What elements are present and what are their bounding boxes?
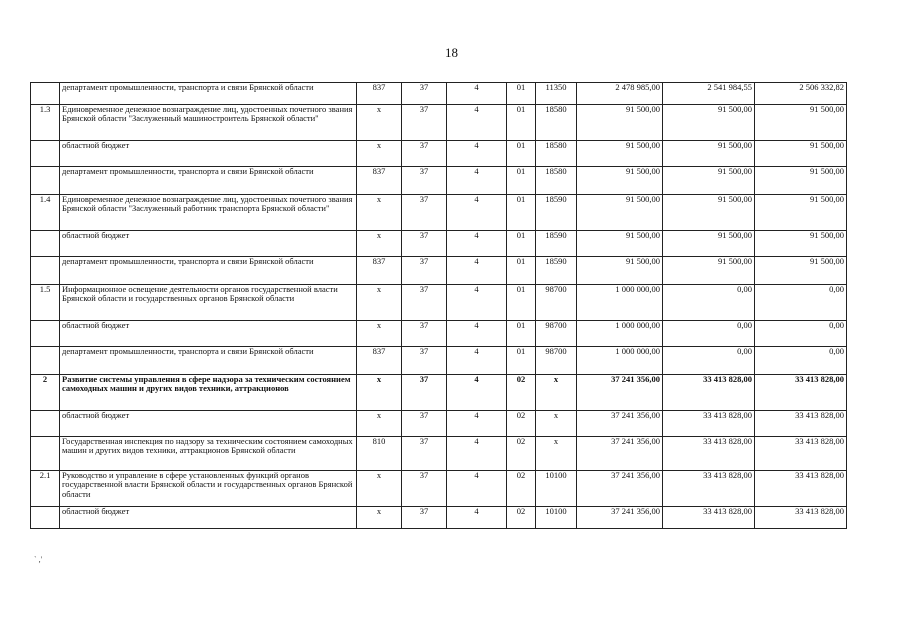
cell-program-code: 37 [402,83,447,105]
row-number [31,83,60,105]
row-name: областной бюджет [60,507,357,529]
cell-amount-year-3: 0,00 [755,321,847,347]
row-number [31,507,60,529]
cell-amount-year-3: 91 500,00 [755,105,847,141]
cell-direction-code: 10100 [536,507,577,529]
table-row [31,231,847,257]
cell-admin-code: х [357,105,402,141]
row-name: областной бюджет [60,231,357,257]
table-row [31,83,847,105]
cell-amount-year-2: 33 413 828,00 [663,507,755,529]
cell-amount-year-1: 37 241 356,00 [577,411,663,437]
row-name: Государственная инспекция по надзору за техническим состоянием самоходных машин и других видов техники, аттракционов Брянской области [60,437,357,471]
row-number: 2 [31,375,60,411]
cell-direction-code: 18580 [536,141,577,167]
cell-direction-code: 11350 [536,83,577,105]
cell-subprogram-code: 4 [447,285,507,321]
cell-subprogram-code: 4 [447,83,507,105]
cell-event-code: 02 [507,411,536,437]
cell-admin-code: х [357,507,402,529]
cell-direction-code: 98700 [536,321,577,347]
margin-mark: ` ,' [34,555,43,564]
cell-amount-year-2: 91 500,00 [663,231,755,257]
cell-amount-year-2: 91 500,00 [663,105,755,141]
cell-amount-year-2: 91 500,00 [663,167,755,195]
cell-amount-year-3: 91 500,00 [755,167,847,195]
cell-admin-code: 810 [357,437,402,471]
cell-direction-code: х [536,437,577,471]
cell-event-code: 01 [507,285,536,321]
row-number [31,321,60,347]
cell-amount-year-1: 37 241 356,00 [577,375,663,411]
row-name: областной бюджет [60,141,357,167]
cell-amount-year-3: 33 413 828,00 [755,471,847,507]
row-name: Единовременное денежное вознаграждение лиц, удостоенных почетного звания Брянской области "Заслуженный машиностроитель Брянской области" [60,105,357,141]
cell-subprogram-code: 4 [447,437,507,471]
cell-program-code: 37 [402,411,447,437]
cell-event-code: 01 [507,105,536,141]
cell-event-code: 01 [507,231,536,257]
row-name: областной бюджет [60,411,357,437]
cell-subprogram-code: 4 [447,141,507,167]
cell-subprogram-code: 4 [447,105,507,141]
cell-direction-code: 18590 [536,257,577,285]
table-row [31,195,847,231]
budget-table [30,82,847,529]
cell-direction-code: х [536,411,577,437]
cell-subprogram-code: 4 [447,507,507,529]
cell-direction-code: х [536,375,577,411]
cell-program-code: 37 [402,285,447,321]
table-row [31,471,847,507]
cell-subprogram-code: 4 [447,471,507,507]
row-name: департамент промышленности, транспорта и связи Брянской области [60,167,357,195]
cell-program-code: 37 [402,231,447,257]
cell-admin-code: 837 [357,167,402,195]
cell-amount-year-1: 1 000 000,00 [577,285,663,321]
cell-amount-year-1: 91 500,00 [577,167,663,195]
cell-admin-code: 837 [357,83,402,105]
row-number: 2.1 [31,471,60,507]
row-number: 1.4 [31,195,60,231]
cell-amount-year-1: 37 241 356,00 [577,471,663,507]
table-row [31,257,847,285]
row-number [31,231,60,257]
cell-program-code: 37 [402,195,447,231]
cell-program-code: 37 [402,437,447,471]
cell-admin-code: х [357,471,402,507]
cell-amount-year-1: 91 500,00 [577,141,663,167]
cell-direction-code: 18580 [536,105,577,141]
cell-event-code: 01 [507,347,536,375]
cell-amount-year-1: 1 000 000,00 [577,321,663,347]
cell-program-code: 37 [402,321,447,347]
row-number [31,347,60,375]
cell-direction-code: 10100 [536,471,577,507]
cell-event-code: 01 [507,83,536,105]
cell-amount-year-3: 91 500,00 [755,141,847,167]
row-number: 1.5 [31,285,60,321]
row-name: Единовременное денежное вознаграждение лиц, удостоенных почетного звания Брянской области "Заслуженный работник транспорта Брянской области" [60,195,357,231]
row-name: департамент промышленности, транспорта и связи Брянской области [60,83,357,105]
table-row [31,411,847,437]
cell-amount-year-1: 2 478 985,00 [577,83,663,105]
cell-amount-year-1: 37 241 356,00 [577,507,663,529]
cell-amount-year-3: 0,00 [755,347,847,375]
cell-program-code: 37 [402,105,447,141]
row-name: департамент промышленности, транспорта и связи Брянской области [60,347,357,375]
cell-direction-code: 18590 [536,231,577,257]
cell-amount-year-2: 33 413 828,00 [663,471,755,507]
cell-program-code: 37 [402,141,447,167]
cell-program-code: 37 [402,167,447,195]
cell-amount-year-2: 33 413 828,00 [663,375,755,411]
cell-admin-code: х [357,141,402,167]
cell-amount-year-3: 91 500,00 [755,231,847,257]
cell-subprogram-code: 4 [447,321,507,347]
cell-subprogram-code: 4 [447,375,507,411]
row-number [31,167,60,195]
table-row [31,285,847,321]
cell-event-code: 02 [507,471,536,507]
cell-amount-year-2: 91 500,00 [663,195,755,231]
cell-amount-year-3: 91 500,00 [755,195,847,231]
cell-subprogram-code: 4 [447,231,507,257]
row-number [31,411,60,437]
cell-program-code: 37 [402,375,447,411]
cell-amount-year-3: 33 413 828,00 [755,375,847,411]
cell-amount-year-2: 33 413 828,00 [663,437,755,471]
cell-direction-code: 18580 [536,167,577,195]
cell-event-code: 01 [507,167,536,195]
cell-admin-code: х [357,411,402,437]
cell-event-code: 02 [507,437,536,471]
cell-amount-year-1: 91 500,00 [577,257,663,285]
cell-event-code: 02 [507,507,536,529]
cell-subprogram-code: 4 [447,195,507,231]
cell-subprogram-code: 4 [447,411,507,437]
cell-amount-year-2: 91 500,00 [663,257,755,285]
cell-amount-year-2: 33 413 828,00 [663,411,755,437]
cell-admin-code: х [357,321,402,347]
table-row [31,141,847,167]
cell-program-code: 37 [402,507,447,529]
table-row [31,507,847,529]
cell-amount-year-2: 0,00 [663,321,755,347]
cell-amount-year-3: 0,00 [755,285,847,321]
cell-amount-year-2: 91 500,00 [663,141,755,167]
row-name: областной бюджет [60,321,357,347]
cell-amount-year-3: 2 506 332,82 [755,83,847,105]
cell-program-code: 37 [402,471,447,507]
row-number [31,437,60,471]
row-name: департамент промышленности, транспорта и связи Брянской области [60,257,357,285]
cell-admin-code: х [357,285,402,321]
cell-admin-code: х [357,375,402,411]
cell-admin-code: х [357,195,402,231]
cell-admin-code: 837 [357,257,402,285]
table-row [31,321,847,347]
cell-program-code: 37 [402,257,447,285]
row-name: Информационное освещение деятельности органов государственной власти Брянской области и государственных органов Брянской области [60,285,357,321]
cell-program-code: 37 [402,347,447,375]
cell-amount-year-3: 33 413 828,00 [755,411,847,437]
cell-event-code: 01 [507,321,536,347]
cell-amount-year-3: 33 413 828,00 [755,507,847,529]
cell-event-code: 01 [507,141,536,167]
table-row [31,347,847,375]
cell-subprogram-code: 4 [447,167,507,195]
row-name: Развитие системы управления в сфере надзора за техническим состоянием самоходных машин и других видов техники, аттракционов [60,375,357,411]
cell-direction-code: 98700 [536,347,577,375]
cell-subprogram-code: 4 [447,347,507,375]
table-row [31,375,847,411]
row-number [31,257,60,285]
cell-amount-year-1: 91 500,00 [577,105,663,141]
row-number: 1.3 [31,105,60,141]
cell-amount-year-3: 91 500,00 [755,257,847,285]
page-number: 18 [445,45,458,60]
cell-admin-code: х [357,231,402,257]
cell-amount-year-1: 1 000 000,00 [577,347,663,375]
cell-amount-year-1: 91 500,00 [577,231,663,257]
cell-subprogram-code: 4 [447,257,507,285]
cell-event-code: 01 [507,195,536,231]
cell-amount-year-1: 91 500,00 [577,195,663,231]
row-number [31,141,60,167]
table-row [31,437,847,471]
table-row [31,105,847,141]
cell-amount-year-3: 33 413 828,00 [755,437,847,471]
cell-direction-code: 18590 [536,195,577,231]
row-name: Руководство и управление в сфере установленных функций органов государственной власти Брянской области и государственных органов Брянской области [60,471,357,507]
cell-amount-year-2: 0,00 [663,285,755,321]
cell-direction-code: 98700 [536,285,577,321]
cell-admin-code: 837 [357,347,402,375]
cell-amount-year-1: 37 241 356,00 [577,437,663,471]
cell-amount-year-2: 2 541 984,55 [663,83,755,105]
cell-event-code: 02 [507,375,536,411]
table-row [31,167,847,195]
cell-amount-year-2: 0,00 [663,347,755,375]
cell-event-code: 01 [507,257,536,285]
